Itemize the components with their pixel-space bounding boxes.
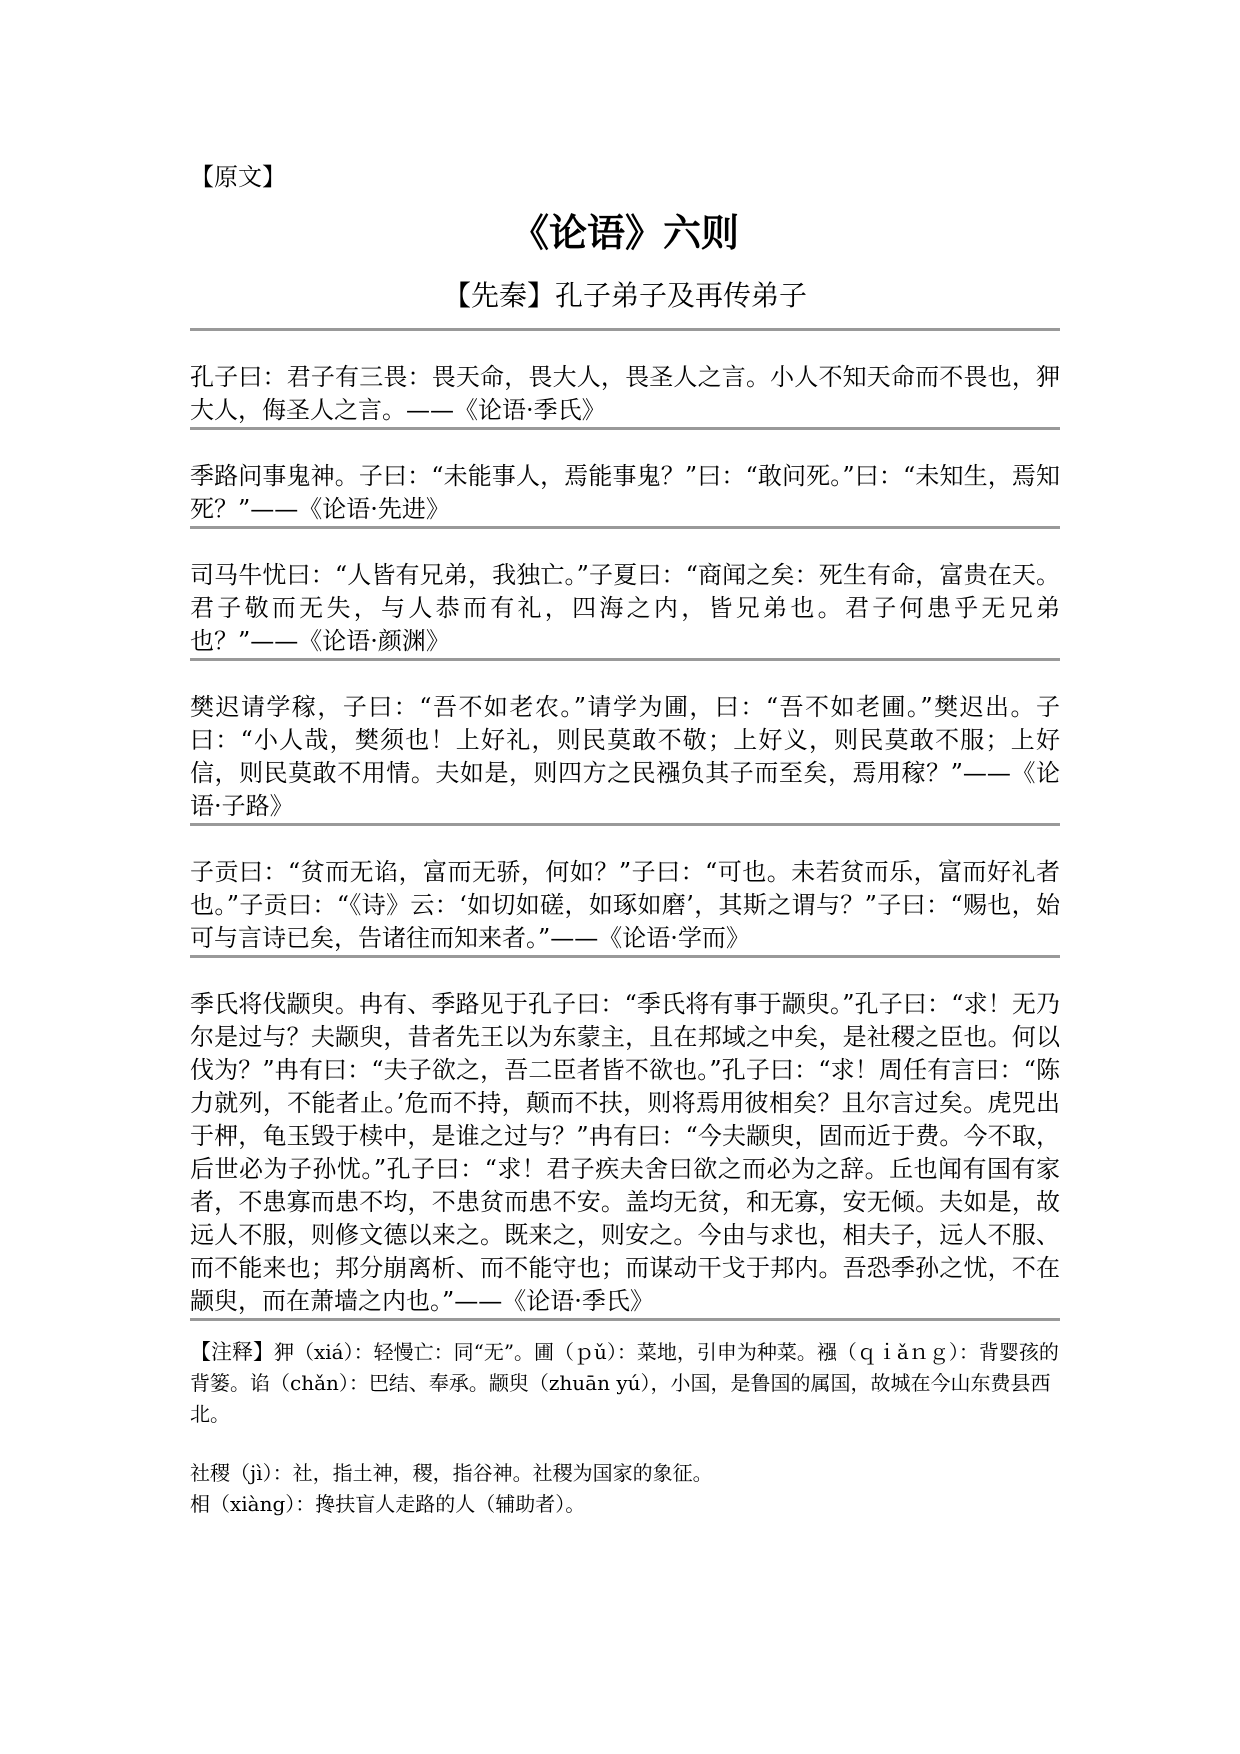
passage-2: 季路问事鬼神。子曰：“未能事人，焉能事鬼？”曰：“敢问死。”曰：“未知生，焉知死？”——《论语·先进》 [190,462,1060,523]
passage-5: 子贡曰：“贫而无谄，富而无骄，何如？”子曰：“可也。未若贫而乐，富而好礼者也。”子贡曰：“《诗》云：‘如切如磋，如琢如磨’，其斯之谓与？”子曰：“赐也，始可与言诗已矣，告诸往而知来者。”——《论语·学而》 [190,858,1060,952]
passage-4: 樊迟请学稼，子曰：“吾不如老农。”请学为圃，曰：“吾不如老圃。”樊迟出。子曰：“小人哉，樊须也！上好礼，则民莫敢不敬；上好义，则民莫敢不服；上好信，则民莫敢不用情。夫如是，则四方之民襁负其子而至矣，焉用稼？”——《论语·子路》 [190,693,1060,820]
note-paragraph-1 [190,1337,1060,1430]
note-paragraph-3: 相（xiàng）：搀扶盲人走路的人（辅助者）。 [190,1492,586,1516]
passage-3: 司马牛忧曰：“人皆有兄弟，我独亡。”子夏曰：“商闻之矣：死生有命，富贵在天。君子敬而无失，与人恭而有礼，四海之内，皆兄弟也。君子何患乎无兄弟也？”——《论语·颜渊》 [190,561,1060,655]
passage-6: 季氏将伐颛臾。冉有、季路见于孔子曰：“季氏将有事于颛臾。”孔子曰：“求！无乃尔是过与？夫颛臾，昔者先王以为东蒙主，且在邦域之中矣，是社稷之臣也。何以伐为？”冉有曰：“夫子欲之，吾二臣者皆不欲也。”孔子曰：“求！周任有言曰：“陈力就列，不能者止。’危而不持，颠而不扶，则将焉用彼相矣？且尔言过矣。虎兕出于柙，龟玉毁于椟中，是谁之过与？”冉有曰：“今夫颛臾，固而近于费。今不取，后世必为子孙忧。”孔子曰：“求！君子疾夫舍曰欲之而必为之辞。丘也闻有国有家者，不患寡而患不均，不患贫而患不安。盖均无贫，和无寡，安无倾。夫如是，故远人不服，则修文德以来之。既来之，则安之。今由与求也，相夫子，远人不服、而不能来也；邦分崩离析、而不能守也；而谋动干戈于邦内。吾恐季孙之忧，不在颛臾，而在萧墙之内也。”——《论语·季氏》 [190,990,1060,1315]
page-title: 《论语》六则 [510,211,739,255]
section-label: 【原文】 [190,163,286,191]
document-page [190,160,1060,1520]
notes-section [190,1321,1060,1520]
notes-heading: 【注释】 [190,1340,274,1364]
note-paragraph-2: 社稷（jì）：社，指土神，稷，指谷神。社稷为国家的象征。 [190,1461,713,1485]
author-line: 【先秦】孔子弟子及再传弟子 [442,279,807,312]
passage-1: 孔子曰：君子有三畏：畏天命，畏大人，畏圣人之言。小人不知天命而不畏也，狎大人，侮圣人之言。——《论语·季氏》 [190,363,1060,424]
note-text-1: 狎（xiá）：轻慢亡：同“无”。圃（ｐǔ）：菜地，引申为种菜。襁（ｑｉǎｎｇ）：背婴孩的背篓。谄（chǎn）：巴结、奉承。颛臾（zhuān yú），小国，是鲁国的属国，故城在今山东费县西北。 [190,1340,1059,1426]
